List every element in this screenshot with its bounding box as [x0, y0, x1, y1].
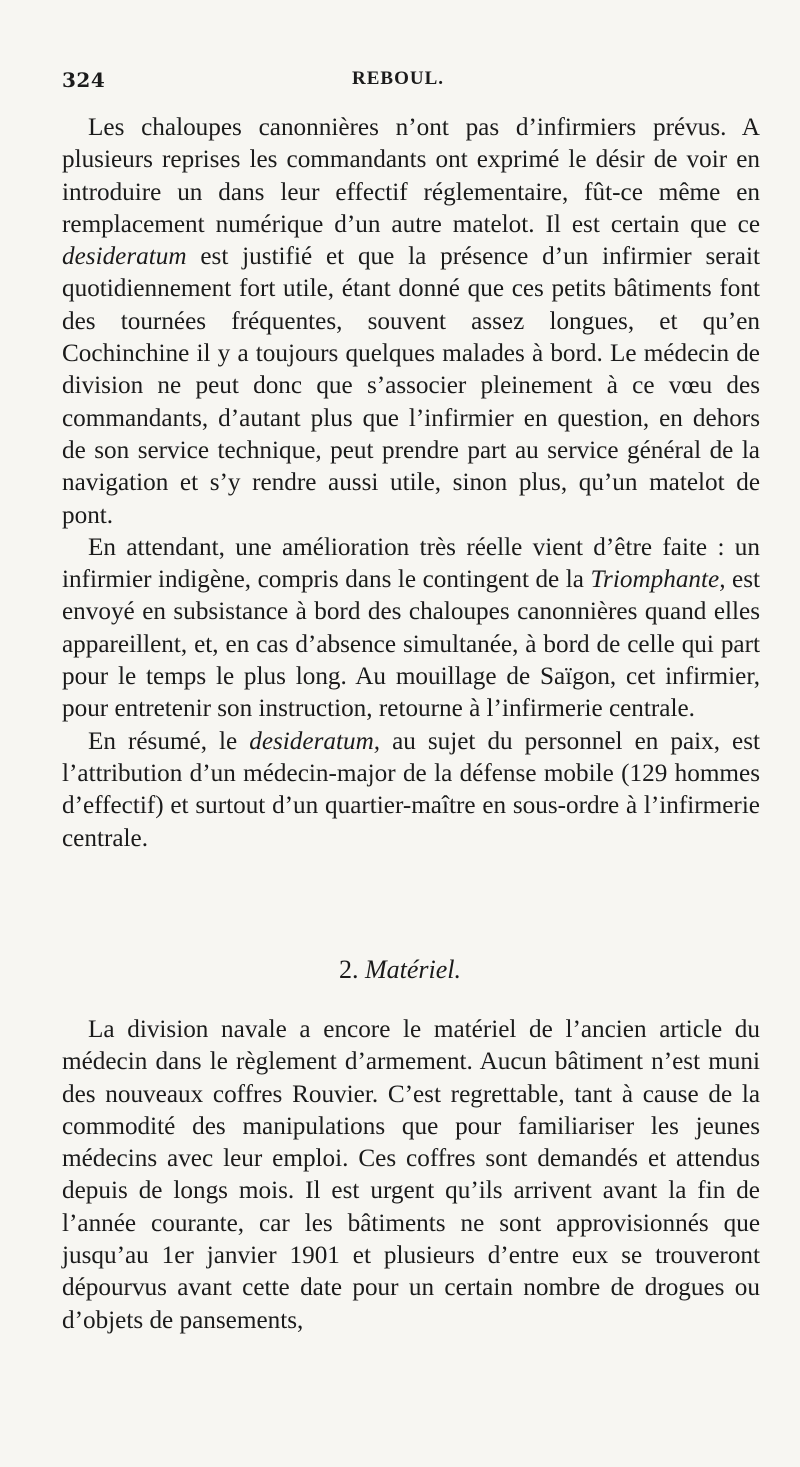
paragraph-text: au sujet du personnel en paix, est l’attribution d’un médecin-major de la défense mobile (129 hommes d’effectif) et surtout d’un quartier-maître en sous-ordre à l’infirmerie centrale. — [62, 727, 761, 852]
section-number: 2. — [338, 955, 359, 984]
paragraph-text: En résumé, le — [88, 727, 250, 755]
paragraph — [62, 112, 760, 532]
page-header — [62, 68, 762, 98]
paragraph-text: est justifié et que la présence d’un infirmier serait quotidiennement fort utile, étant donné que ces petits bâtiments font des tournées fréquentes, souvent assez longues, et qu’en Cochinchine il y a toujours quelques malades à bord. Le médecin de division ne peut donc que s’associer pleinement à ce vœu des commandants, d’autant plus que l’infirmier en question, en dehors de son service technique, peut prendre part au service général de la navigation et s’y rendre aussi utile, sinon plus, qu’un matelot de pont. — [62, 243, 760, 529]
section-materiel-body — [62, 1014, 760, 1337]
paragraph — [62, 726, 760, 855]
italic-term: desideratum — [62, 243, 187, 271]
paragraph-text: Les chaloupes canonnières n’ont pas d’infirmiers prévus. A plusieurs reprises les commandants ont exprimé le désir de voir en introduire un dans leur effectif réglementaire, fût-ce même en remplacement numérique d’un autre matelot. Il est certain que ce — [62, 114, 760, 238]
page-number: 324 — [62, 68, 106, 92]
running-head: REBOUL. — [352, 68, 444, 89]
section-personnel-body — [62, 112, 760, 855]
section-heading — [0, 955, 800, 985]
paragraph-text: En attendant, une amélioration très réelle vient d’être faite : un infirmier indigène, compris dans le contingent de la — [62, 533, 760, 594]
paragraph-text: est envoyé en subsistance à bord des chaloupes canonnières quand elles appareillent, et, en cas d’absence simultanée, à bord de celle qui part pour le temps le plus long. Au mouillage de Saïgon, cet infirmier, pour entretenir son instruction, retourne à l’infirmerie centrale. — [62, 566, 760, 723]
paragraph — [62, 532, 760, 726]
italic-term: desideratum, — [249, 727, 381, 755]
italic-ship-name: Triomphante, — [590, 566, 726, 594]
section-title: Matériel. — [364, 955, 462, 984]
paragraph: La division navale a encore le matériel de l’ancien article du médecin dans le règlement d’armement. Aucun bâtiment n’est muni des nouveaux coffres Rouvier. C’est regrettable, tant à cause de la commodité des manipulations que pour familiariser les jeunes médecins avec leur emploi. Ces coffres sont demandés et attendus depuis de longs mois. Il est urgent qu’ils arrivent avant la fin de l’année courante, car les bâtiments ne sont approvisionnés que jusqu’au 1er janvier 1901 et plusieurs d’entre eux se trouveront dépourvus avant cette date pour un certain nombre de drogues ou d’objets de pansements, — [62, 1016, 760, 1334]
